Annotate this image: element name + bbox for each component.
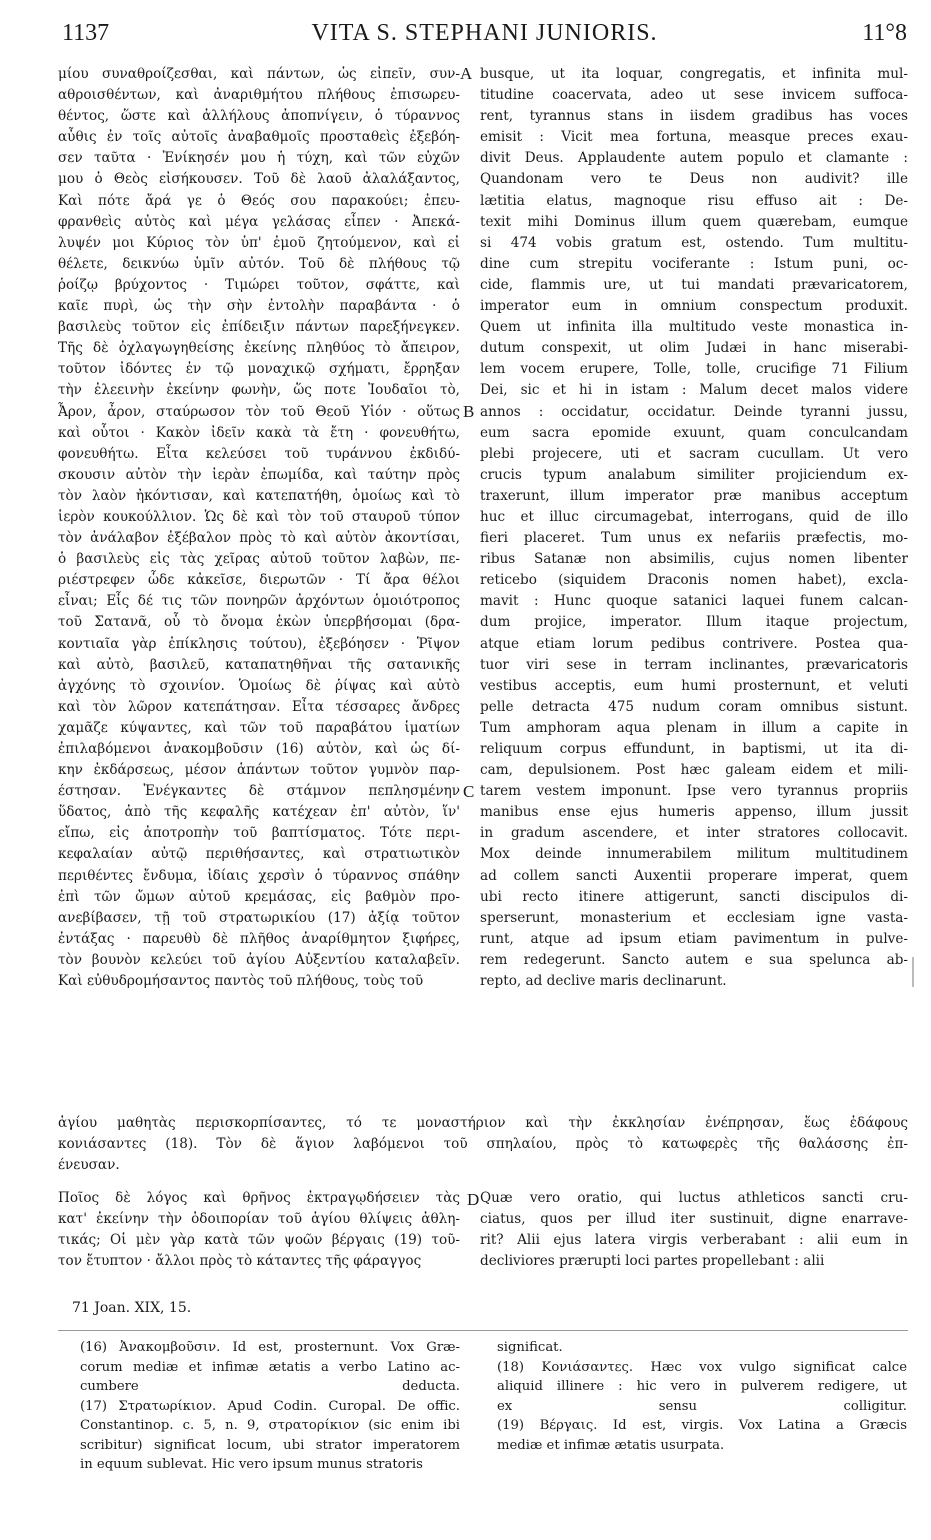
latin-text-line: reliquum corpus effundunt, in baptismi, ut ita di- — [480, 741, 908, 757]
latin-text-line: manibus ense ejus humeris appenso, illum jussit — [480, 804, 908, 821]
greek-text-line: ὁ βασιλεὺς εἰς τὰς χεῖρας αὐτοῦ τοῦτον λαβὼν, πε- — [58, 551, 460, 568]
latin-text-line: ciatus, quos per illud iter sustinuit, digne enarrave- — [480, 1211, 908, 1228]
latin-text-line: pelle detracta 475 nudum coram omnibus sistunt. — [480, 698, 908, 715]
left-page-number: 1137 — [62, 20, 110, 46]
greek-text-line: ἱερὸν κουκούλλιον. Ὡς δὲ καὶ τὸν τοῦ σταυροῦ τύπον — [58, 508, 460, 525]
running-header — [62, 20, 907, 60]
greek-text-line: αὖθις ἐν τοῖς αὐτοῖς ἀναβαθμοῖς προσταθεὶς ἐξεβόη- — [58, 129, 460, 146]
footnote-line: Constantinop. c. 5, n. 9, στρατορίκιον (sic enim ibi — [80, 1418, 460, 1433]
latin-text-line: crucis typum analabum similiter projiciendum ex- — [480, 466, 908, 483]
latin-text-line: huc et illuc circumagebat, interrogans, quid de illo — [480, 508, 908, 525]
greek-text-line: κονιάσαντες (18). Τὸν δὲ ἅγιον λαβόμενοι τοῦ σπηλαίου, πρὸς τὸ κατωφερὲς τῆς θαλάσσης ἐπ- — [58, 1136, 908, 1153]
latin-text-line: atque etiam lorum pedibus contrivere. Postea qua- — [480, 635, 908, 652]
greek-text-line: αθροισθέντων, καὶ ἀναριθμήτου πλήθους ἐπισωρευ- — [58, 87, 460, 104]
footnote-line: (19) Βέργαις. Id est, virgis. Vox Latina a Græcis — [497, 1418, 907, 1433]
latin-text-line: Quandonam vero te Deus non audivit? ille — [480, 171, 908, 188]
greek-text-line: ἁγίου μαθητὰς περισκορπίσαντες, τό τε μοναστήριον καὶ τὴν ἐκκλησίαν ἐνέπρησαν, ἕως ἐδάφους — [58, 1115, 908, 1131]
right-page-number: 11°8 — [862, 20, 907, 46]
latin-text-line: reticebo (siquidem Draconis nomen habet), excla- — [480, 572, 908, 589]
latin-text-line: repto, ad declive maris declinarunt. — [480, 973, 727, 990]
latin-text-line: dine cum strepitu vociferante : Istum puni, oc- — [480, 255, 908, 272]
greek-text-line: έστησαν. Ἐνέγκαντες δὲ στάμνον πεπλησμένην — [58, 783, 460, 800]
greek-text-line: καὶ τὸν λῶρον κατεπάτησαν. Εἶτα τέσσαρες ἄνδρες — [58, 698, 460, 715]
latin-text-line: runt, atque ad ipsum etiam pavimentum in pulve- — [480, 930, 908, 947]
latin-text-line: mavit : Hunc quoque satanici laquei funem calcan- — [480, 593, 908, 610]
greek-text-line: ανεβίβασεν, τῇ τοῦ στρατωρικίου (17) ἀξίᾳ τοῦτον — [58, 909, 460, 926]
greek-text-line: σκουσιν αὐτὸν τὴν ἱερὰν ἐπωμίδα, καὶ ταύτην πρὸς — [58, 466, 460, 483]
greek-text-line: ἐντάξας · παρευθὺ δὲ πλῆθος ἀναρίθμητον ξιφήρες, — [58, 930, 460, 947]
latin-text-line: imperator eum in omnium conspectum produxit. — [480, 298, 908, 315]
greek-text-line: περιθέντες ἔνδυμα, ἰδίαις χερσὶν ὁ τύραννος σπάθην — [58, 867, 460, 884]
greek-text-line: ἐπὶ τῶν ὤμων αὐτοῦ κρεμάσας, εἰς βαθμὸν προ- — [58, 888, 460, 905]
greek-text-line: τον ἔτυπτον · ἄλλοι πρὸς τὸ κάταντες τῆς φάραγγος — [58, 1253, 422, 1270]
greek-text-line: ἀγχόνης τὸ σχοινίον. Ὁμοίως δὲ ῥίψας καὶ αὐτὸ — [58, 677, 460, 694]
latin-text-line: tuor viri sese in terram inclinantes, prævaricatoris — [480, 656, 908, 673]
latin-text-line: cide, flammis ure, ut tui mandati prævaricatorem, — [480, 276, 908, 293]
latin-text-line: rit? Alii ejus latera virgis verberabant : alii eum in — [480, 1232, 908, 1249]
footnote-line: significat. — [497, 1340, 563, 1355]
greek-text-line: τὸν βουνὸν κελεύει τοῦ ἁγίου Αὐξεντίου καταλαβεῖν. — [58, 951, 460, 968]
latin-text-line: Dei, sic et hi in istam : Malum decet malos videre — [480, 382, 908, 399]
greek-text-line: ριέστρεφεν ὧδε κἀκεῖσε, διερωτῶν · Τί ἄρα θέλοι — [58, 572, 460, 589]
footnote-line: cumbere deducta. — [80, 1379, 460, 1394]
latin-text-line: vestibus acceptis, eum humi prosternunt, et veluti — [480, 677, 908, 694]
margin-scan-mark — [912, 957, 914, 987]
latin-column-main — [480, 64, 908, 992]
latin-text-line: dum projice, imperator. Illum itaque projectum, — [480, 614, 908, 631]
latin-text-line: in gradum ascendere, et inter stratores collocavit. — [480, 825, 908, 842]
latin-text-line: ribus Satanæ non absimilis, cujus nomen libenter — [480, 551, 908, 568]
greek-text-line: μίου συναθροίζεσθαι, καὶ πάντων, ὡς εἰπεῖν, συν- — [58, 66, 460, 82]
footnote-divider — [58, 1330, 908, 1331]
latin-text-line: busque, ut ita loquar, congregatis, et infinita mul- — [480, 66, 908, 82]
latin-text-line: Quem ut infinita illa multitudo veste monastica in- — [480, 319, 908, 336]
footnote-line: (18) Κονιάσαντες. Hæc vox vulgo significat calce — [497, 1359, 907, 1375]
greek-text-line: εἶναι; Εἷς δέ τις τῶν πονηρῶν ἀρχόντων ὁμοιότροπος — [58, 593, 460, 610]
greek-text-line: σεν ταῦτα · Ἐνίκησέν μου ἡ τύχη, καὶ τῶν εὐχῶν — [58, 150, 460, 167]
latin-text-line: dutum conspexit, ut olim Judæi in hanc miserabi- — [480, 340, 908, 357]
greek-text-line: ὕδατος, ἀπὸ τῆς κεφαλῆς κατέχεαν ἐπ' αὐτὸν, ἵν' — [58, 804, 460, 821]
section-marker-c: C — [463, 782, 475, 801]
greek-text-line: καῖε πυρὶ, ὡς τὴν σὴν ἐντολὴν παραβάντα · ὁ — [58, 298, 460, 315]
latin-text-line: lem vocem erupere, Tolle, tolle, crucifige 71 Filium — [480, 361, 908, 378]
bible-reference-note: 71 Joan. XIX, 15. — [72, 1300, 192, 1316]
greek-text-line: θέλετε, δεικνύω ὑμῖν αὐτόν. Τοῦ δὲ πλήθους τῷ — [58, 255, 460, 272]
running-title: VITA S. STEPHANI JUNIORIS. — [311, 20, 658, 46]
latin-text-line: titudine coacervata, adeo ut sese invicem suffoca- — [480, 87, 908, 104]
greek-text-line: φρανθεὶς αὐτὸς καὶ μέγα γελάσας εἶπεν · Ἀπεκά- — [58, 213, 460, 230]
latin-text-line: ad collem sancti Auxentii properare imperat, quem — [480, 867, 908, 884]
greek-text-line: τοῦ Σατανᾶ, οὗ τὸ ὄνομα ἑκὼν ὑπερβήσομαι (δρα- — [58, 614, 460, 631]
latin-text-line: fieri placeret. Tum unus ex nefariis præfectis, mo- — [480, 530, 908, 547]
latin-text-line: rem redegerunt. Sancto autem e sua spelunca ab- — [480, 951, 908, 968]
greek-text-line: ῥοίζῳ βρύχοντος · Τιμώρει τοῦτον, σφάττε, καὶ — [58, 276, 460, 293]
latin-text-line: Mox deinde innumerabilem militum multitudinem — [480, 846, 908, 863]
latin-text-line: emisit : Vicit mea fortuna, measque preces exau- — [480, 129, 908, 146]
greek-text-line: κατ' ἐκείνην τὴν ὁδοιπορίαν τοῦ ἁγίου θλίψεις ἀθλη- — [58, 1211, 460, 1228]
section-marker-b: B — [463, 402, 475, 421]
latin-text-line: plebi projecere, uti et sacram cucullam. Ut vero — [480, 445, 908, 462]
greek-column-main — [58, 64, 460, 992]
latin-text-line: sperserunt, monasterium et ecclesiam igne vasta- — [480, 909, 908, 926]
latin-text-line: annos : occidatur, occidatur. Deinde tyranni jussu, — [480, 403, 908, 420]
greek-text-line: εἴπω, εἰς ἀποτροπὴν τοῦ βαπτίσματος. Τότε περι- — [58, 825, 460, 842]
latin-text-line: rent, tyrannus stans in iisdem gradibus has voces — [480, 108, 908, 125]
greek-text-line: Ποῖος δὲ λόγος καὶ θρῆνος ἐκτραγῳδήσειεν τὰς — [58, 1190, 460, 1206]
greek-text-line: χαμᾶζε κύψαντες, καὶ τῶν τοῦ παραβάτου ἱματίων — [58, 719, 460, 736]
latin-text-line: tarem vestem imponunt. Ipse vero tyrannus propriis — [480, 783, 908, 800]
section-marker-a: A — [460, 64, 473, 83]
greek-text-line: κεφαλαίαν αὐτῷ περιθήσαντες, καὶ στρατιωτικὸν — [58, 846, 460, 863]
section-marker-d: D — [467, 1190, 480, 1209]
latin-text-line: traxerunt, illum imperator præ manibus acceptum — [480, 487, 908, 504]
greek-text-line: φονευθήτω. Εἶτα κελεύσει τοῦ τυράννου ἐκδιδύ- — [58, 445, 460, 462]
greek-text-line: λυψέν μοι Κύριος τὸν ὑπ' ἐμοῦ ζητούμενον, καὶ εἰ — [58, 234, 460, 251]
greek-text-line: Καὶ εὐθυδρομήσαντος παντὸς τοῦ πλήθους, τοὺς τοῦ — [58, 973, 424, 990]
footnotes-left — [80, 1338, 460, 1475]
footnotes-right — [497, 1338, 907, 1455]
greek-text-line: μου ὁ Θεὸς εἰσήκουσεν. Τοῦ δὲ λαοῦ ἀλαλάξαντος, — [58, 171, 460, 188]
greek-text-line: καὶ οὗτοι · Κακὸν ἰδεῖν κακὰ τὰ ἔτη · φονευθήτω, — [58, 424, 460, 441]
footnote-line: aliquid illinere : hic vero in pulverem redigere, ut — [497, 1379, 907, 1394]
footnote-line: in equum sublevat. Hic vero ipsum munus stratoris — [80, 1457, 423, 1472]
footnote-line: ex sensu colligitur. — [497, 1398, 907, 1414]
footnote-line: corum mediæ et infimæ ætatis a verbo Latino ac- — [80, 1359, 460, 1375]
greek-text-line: τικάς; Οἱ μὲν γὰρ κατὰ τῶν ψοῶν βέργαις (19) τοῦ- — [58, 1232, 460, 1249]
greek-full-width-paragraph — [58, 1113, 908, 1176]
greek-text-line: τὴν ἐλεεινὴν ἐκείνην φωνὴν, ὥς ποτε Ἰουδαῖοι τὸ, — [58, 382, 460, 399]
greek-text-line: Καὶ πότε ἄρά γε ὁ Θεός σου παρακούει; ἐπευ- — [58, 192, 460, 209]
footnote-line: (16) Ἀνακομβοῦσιν. Id est, prosternunt. Vox Græ- — [80, 1340, 460, 1355]
greek-text-line: κην ἐκδάρσεως, μέσον ἁπάντων τοῦτον γυμνὸν παρ- — [58, 762, 460, 779]
latin-text-line: Tum amphoram aqua plenam in illum a capite in — [480, 719, 908, 736]
latin-text-line: eum sacra epomide exuunt, quam conculcandam — [480, 424, 908, 441]
latin-text-line: divit Deus. Applaudente autem populo et clamante : — [480, 150, 908, 167]
greek-text-line: τοῦτον ἰδόντες ἐν τῷ μοναχικῷ σχήματι, ἔρρηξαν — [58, 361, 460, 378]
greek-column-lower — [58, 1188, 460, 1272]
latin-text-line: lætitia elatus, magnoque risu effuso ait : De- — [480, 192, 908, 209]
greek-text-line: τὸν ἀνάλαβον ἐξέβαλον πρὸς τὸ καὶ αὐτὸν ἀκοντίσαι, — [58, 530, 460, 547]
latin-text-line: texit mihi Dominus illum quem quærebam, eumque — [480, 213, 908, 230]
greek-text-line: τὸν λαὸν ἠκόντισαν, καὶ κατεπατήθη, ὁμοίως καὶ τὸ — [58, 487, 460, 504]
footnote-line: mediæ et infimæ ætatis usurpata. — [497, 1437, 725, 1453]
greek-text-line: Ἆρον, ἆρον, σταύρωσον τὸν τοῦ Θεοῦ Υἱόν · οὕτως — [58, 403, 460, 420]
greek-text-line: ἐπιλαβόμενοι ἀνακομβοῦσιν (16) αὐτὸν, καὶ ὡς δί- — [58, 741, 460, 757]
greek-text-line: ένευσαν. — [58, 1157, 120, 1174]
greek-text-line: βασιλεὺς τοῦτον εἰς ἐπίδειξιν πάντων παρεξήνεγκεν. — [58, 319, 460, 336]
greek-text-line: Τῆς δὲ ὀχλαγωγηθείσης ἐκείνης πληθύος τὸ ἄπειρον, — [58, 340, 460, 357]
footnote-line: scribitur) significat locum, ubi strator imperatorem — [80, 1437, 460, 1453]
greek-text-line: θέντος, ὥστε καὶ ἀλλήλους ἀποπνίγειν, ὁ τύραννος — [58, 108, 460, 125]
latin-text-line: cam, depulsionem. Post hæc galeam eidem et mili- — [480, 762, 908, 779]
latin-text-line: ubi recto itinere attigerunt, sancti discipulos di- — [480, 888, 908, 905]
latin-text-line: si 474 vobis gratum est, ostendo. Tum multitu- — [480, 234, 908, 251]
latin-column-lower — [480, 1188, 908, 1272]
latin-text-line: Quæ vero oratio, qui luctus athleticos sancti cru- — [480, 1190, 908, 1206]
greek-text-line: κοντιαῖα γὰρ ἐπίκλησις τούτου), ἐξεβόησεν · Ῥῖψον — [58, 635, 460, 652]
latin-text-line: decliviores prærupti loci partes propellebant : alii — [480, 1253, 825, 1270]
greek-text-line: καὶ αὐτὸ, βασιλεῦ, καταπατηθῆναι τῆς σατανικῆς — [58, 656, 460, 673]
footnote-line: (17) Στρατωρίκιον. Apud Codin. Curopal. De offic. — [80, 1398, 460, 1414]
